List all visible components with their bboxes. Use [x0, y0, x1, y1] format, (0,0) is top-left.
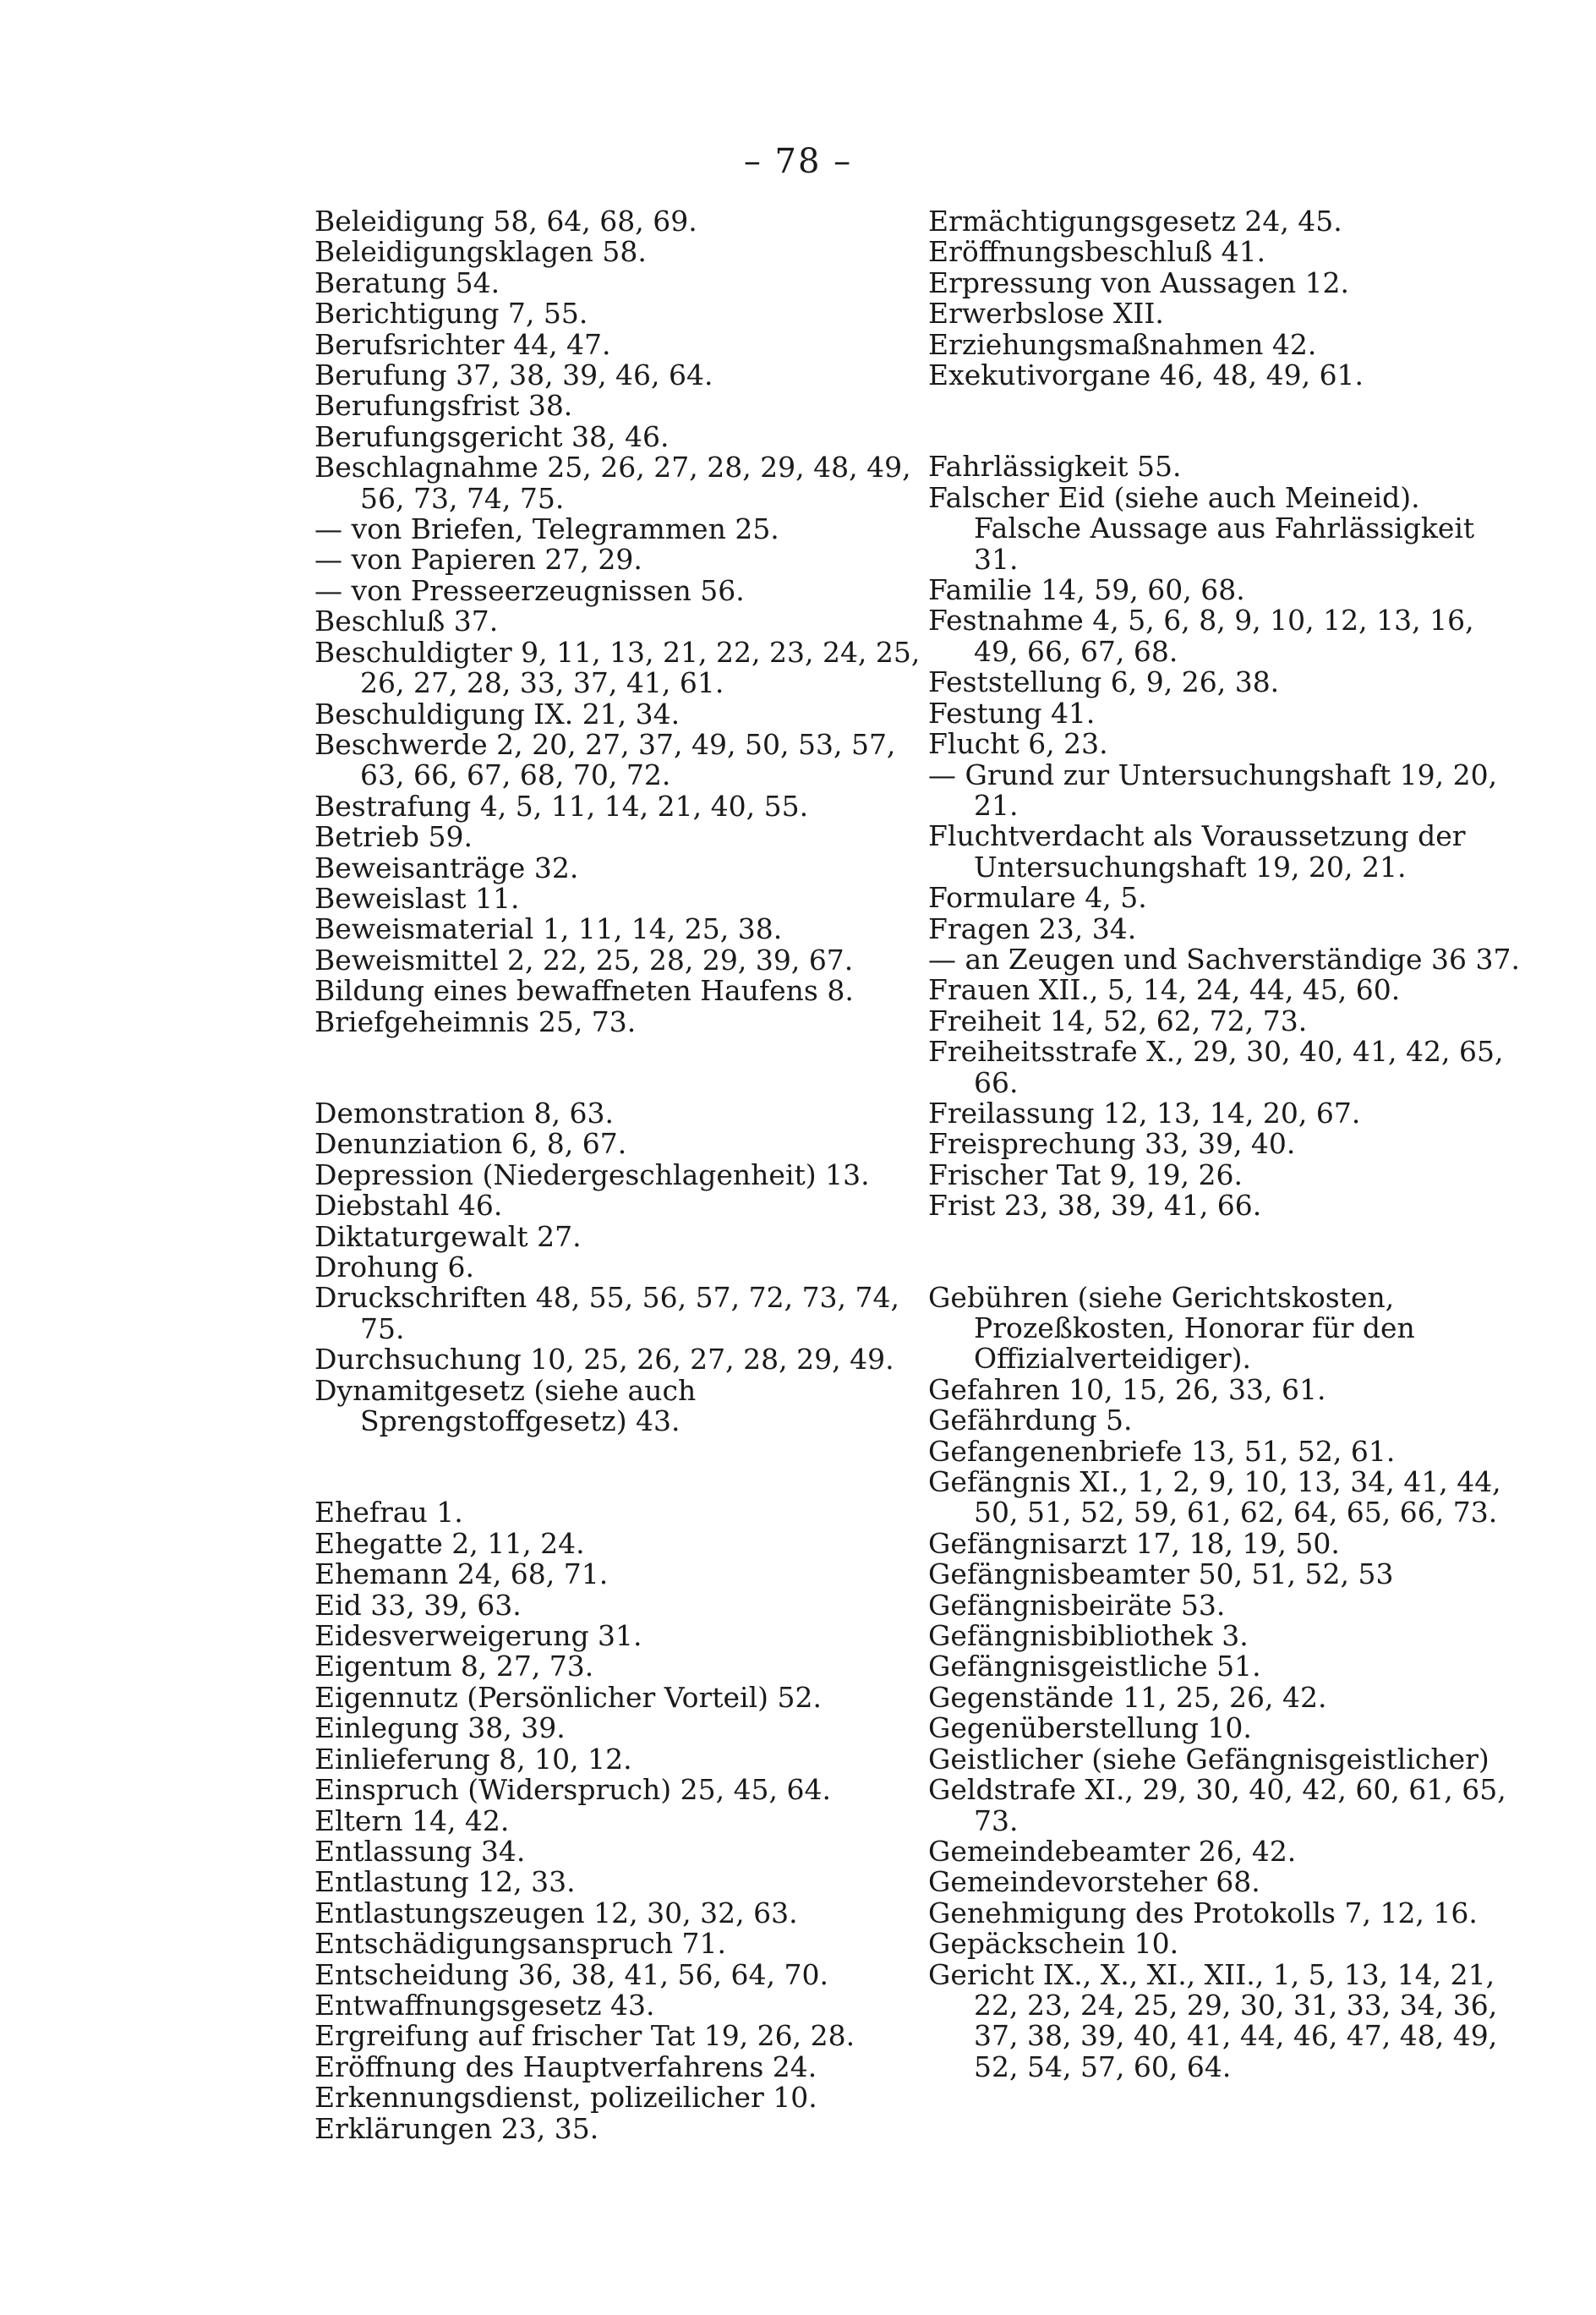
index-entry: Berufsrichter 44, 47.: [314, 327, 611, 361]
index-entry: Eröffnung des Hauptverfahrens 24.: [314, 2050, 817, 2083]
index-entry: Berufung 37, 38, 39, 46, 64.: [314, 358, 713, 392]
index-entry: Gefängnisbeiräte 53.: [928, 1588, 1226, 1622]
index-entry: Durchsuchung 10, 25, 26, 27, 28, 29, 49.: [314, 1343, 894, 1376]
index-entry: — an Zeugen und Sachverständige 36 37.: [928, 942, 1521, 976]
index-entry: Denunziation 6, 8, 67.: [314, 1127, 627, 1161]
index-entry: Eröffnungsbeschluß 41.: [928, 235, 1266, 269]
index-entry: Beschluß 37.: [314, 605, 499, 638]
index-entry: Einlieferung 8, 10, 12.: [314, 1742, 632, 1776]
index-entry: Freiheit 14, 52, 62, 72, 73.: [928, 1004, 1308, 1037]
index-entry: Entwaffnungsgesetz 43.: [314, 1988, 655, 2022]
index-entry: Fluchtverdacht als Voraussetzung der Untersuchungshaft 19, 20, 21.: [928, 819, 1466, 884]
index-entry: Beschlagnahme 25, 26, 27, 28, 29, 48, 49, 56, 73, 74, 75.: [314, 451, 911, 515]
index-entry: Erziehungsmaßnahmen 42.: [928, 327, 1317, 361]
index-entry: Formulare 4, 5.: [928, 881, 1147, 915]
index-entry: Beschuldigter 9, 11, 13, 21, 22, 23, 24, 25, 26, 27, 28, 33, 37, 41, 61.: [314, 635, 921, 700]
index-entry: Depression (Niedergeschlagenheit) 13.: [314, 1158, 870, 1191]
index-entry: Gefängnisarzt 17, 18, 19, 50.: [928, 1526, 1340, 1560]
index-entry: Gegenstände 11, 25, 26, 42.: [928, 1680, 1327, 1714]
index-entry: Ergreifung auf frischer Tat 19, 26, 28.: [314, 2019, 855, 2053]
index-entry: Bildung eines bewaffneten Haufens 8.: [314, 974, 854, 1008]
index-entry: Geldstrafe XI., 29, 30, 40, 42, 60, 61, 65, 73.: [928, 1773, 1506, 1837]
index-entry: Entlastung 12, 33.: [314, 1865, 576, 1899]
index-entry: Demonstration 8, 63.: [314, 1096, 614, 1130]
index-entry: Flucht 6, 23.: [928, 727, 1108, 761]
index-column-left: [314, 206, 923, 2144]
index-entry: Beschuldigung IX. 21, 34.: [314, 697, 680, 731]
index-entry: Berufungsgericht 38, 46.: [314, 419, 670, 453]
index-entry: Freiheitsstrafe X., 29, 30, 40, 41, 42, 65, 66.: [928, 1035, 1504, 1099]
index-entry: Beratung 54.: [314, 265, 500, 299]
index-entry: — von Papieren 27, 29.: [314, 543, 642, 577]
index-entry: Festung 41.: [928, 696, 1096, 730]
index-entry: — von Presseerzeugnissen 56.: [314, 573, 745, 607]
index-entry: Berichtigung 7, 55.: [314, 297, 588, 331]
index-entry: Feststellung 6, 9, 26, 38.: [928, 665, 1280, 699]
index-entry: Erwerbslose XII.: [928, 297, 1164, 331]
index-entry: Beweismaterial 1, 11, 14, 25, 38.: [314, 912, 783, 946]
index-entry: Dynamitgesetz (siehe auch Sprengstoffgesetz) 43.: [314, 1373, 697, 1438]
index-entry: Gepäckschein 10.: [928, 1927, 1179, 1961]
index-entry: Frist 23, 38, 39, 41, 66.: [928, 1189, 1262, 1223]
index-entry: Gefängnisbeamter 50, 51, 52, 53: [928, 1557, 1394, 1591]
index-entry: Erkennungsdienst, polizeilicher 10.: [314, 2081, 817, 2115]
index-entry: Bestrafung 4, 5, 11, 14, 21, 40, 55.: [314, 789, 809, 823]
index-entry: Gefängnisgeistliche 51.: [928, 1650, 1261, 1683]
index-entry: Eidesverweigerung 31.: [314, 1619, 642, 1653]
index-entry: Briefgeheimnis 25, 73.: [314, 1004, 637, 1038]
index-entry: Falsche Aussage aus Fahrlässigkeit 31.: [974, 512, 1475, 576]
index-entry: Entlassung 34.: [314, 1834, 526, 1868]
index-entry: Exekutivorgane 46, 48, 49, 61.: [928, 358, 1364, 392]
index-entry: Freilassung 12, 13, 14, 20, 67.: [928, 1096, 1361, 1130]
index-entry: Erpressung von Aussagen 12.: [928, 265, 1350, 299]
index-entry: Gefängnis XI., 1, 2, 9, 10, 13, 34, 41, 44, 50, 51, 52, 59, 61, 62, 64, 65, 66, 73.: [928, 1465, 1501, 1530]
section-gap: [314, 1037, 923, 1098]
index-entry: Entlastungszeugen 12, 30, 32, 63.: [314, 1896, 798, 1929]
index-entry: Ehefrau 1.: [314, 1496, 463, 1530]
index-entry: Beleidigungsklagen 58.: [314, 235, 647, 269]
index-entry: Entscheidung 36, 38, 41, 56, 64, 70.: [314, 1957, 828, 1991]
section-gap: [314, 1437, 923, 1497]
index-entry: Gefangenenbriefe 13, 51, 52, 61.: [928, 1434, 1396, 1468]
index-entry: Beweisanträge 32.: [314, 851, 579, 884]
index-entry: Fragen 23, 34.: [928, 911, 1137, 945]
index-entry: Gebühren (siehe Gerichtskosten, Prozeßkosten, Honorar für den Offizialverteidiger).: [928, 1280, 1415, 1376]
index-entry: Diktaturgewalt 27.: [314, 1219, 582, 1253]
index-entry: Geistlicher (siehe Gefängnisgeistlicher): [928, 1742, 1489, 1776]
index-entry: Berufungsfrist 38.: [314, 389, 573, 423]
index-entry: Genehmigung des Protokolls 7, 12, 16.: [928, 1896, 1478, 1929]
index-entry: Diebstahl 46.: [314, 1189, 503, 1223]
index-entry: Gefahren 10, 15, 26, 33, 61.: [928, 1372, 1326, 1406]
index-entry: Entschädigungsanspruch 71.: [314, 1927, 727, 1961]
index-entry: Gegenüberstellung 10.: [928, 1711, 1252, 1745]
index-entry: Freisprechung 33, 39, 40.: [928, 1127, 1296, 1161]
index-entry: Gericht IX., X., XI., XII., 1, 5, 13, 14, 21, 22, 23, 24, 25, 29, 30, 31, 33, 34, 36, 37, 38, 39, 40, 41, 44, 46, 47, 48, 49, 52, 54, 57, 60, 64.: [928, 1957, 1498, 2083]
index-entry: — von Briefen, Telegrammen 25.: [314, 512, 779, 546]
index-entry: Frauen XII., 5, 14, 24, 44, 45, 60.: [928, 973, 1401, 1007]
index-entry: Beweislast 11.: [314, 881, 520, 915]
index-entry: Familie 14, 59, 60, 68.: [928, 573, 1245, 607]
index-entry: Gefährdung 5.: [928, 1404, 1133, 1437]
index-entry: — Grund zur Untersuchungshaft 19, 20, 21.: [928, 758, 1498, 822]
index-entry: Ermächtigungsgesetz 24, 45.: [928, 205, 1342, 238]
index-entry: Beweismittel 2, 22, 25, 28, 29, 39, 67.: [314, 943, 854, 977]
section-gap: [928, 391, 1520, 452]
index-entry: Gefängnisbibliothek 3.: [928, 1619, 1249, 1653]
index-entry: Festnahme 4, 5, 6, 8, 9, 10, 12, 13, 16, 49, 66, 67, 68.: [928, 604, 1474, 668]
index-entry: Falscher Eid (siehe auch Meineid).: [928, 480, 1420, 514]
index-entry: Fahrlässigkeit 55.: [928, 450, 1182, 484]
index-entry: Gemeindevorsteher 68.: [928, 1865, 1260, 1899]
index-entry: Frischer Tat 9, 19, 26.: [928, 1158, 1243, 1191]
index-entry: Eltern 14, 42.: [314, 1803, 510, 1837]
index-entry: Beschwerde 2, 20, 27, 37, 49, 50, 53, 57, 63, 66, 67, 68, 70, 72.: [314, 727, 896, 792]
index-entry: Eid 33, 39, 63.: [314, 1588, 522, 1622]
index-entry: Eigennutz (Persönlicher Vorteil) 52.: [314, 1680, 822, 1714]
index-entry: Betrieb 59.: [314, 820, 473, 854]
index-entry: Beleidigung 58, 64, 68, 69.: [314, 205, 697, 238]
index-entry: Drohung 6.: [314, 1251, 474, 1283]
index-entry: Ehemann 24, 68, 71.: [314, 1557, 609, 1591]
section-gap: [928, 1222, 1520, 1283]
index-entry: Druckschriften 48, 55, 56, 57, 72, 73, 74, 75.: [314, 1281, 900, 1345]
index-entry: Einlegung 38, 39.: [314, 1711, 566, 1745]
index-entry: Einspruch (Widerspruch) 25, 45, 64.: [314, 1773, 832, 1807]
index-entry: Eigentum 8, 27, 73.: [314, 1650, 594, 1683]
index-entry: Erklärungen 23, 35.: [314, 2111, 599, 2145]
index-column-right: [928, 206, 1520, 2082]
page-number: – 78 –: [743, 142, 853, 181]
index-entry: Ehegatte 2, 11, 24.: [314, 1526, 585, 1560]
index-entry: Gemeindebeamter 26, 42.: [928, 1834, 1297, 1868]
